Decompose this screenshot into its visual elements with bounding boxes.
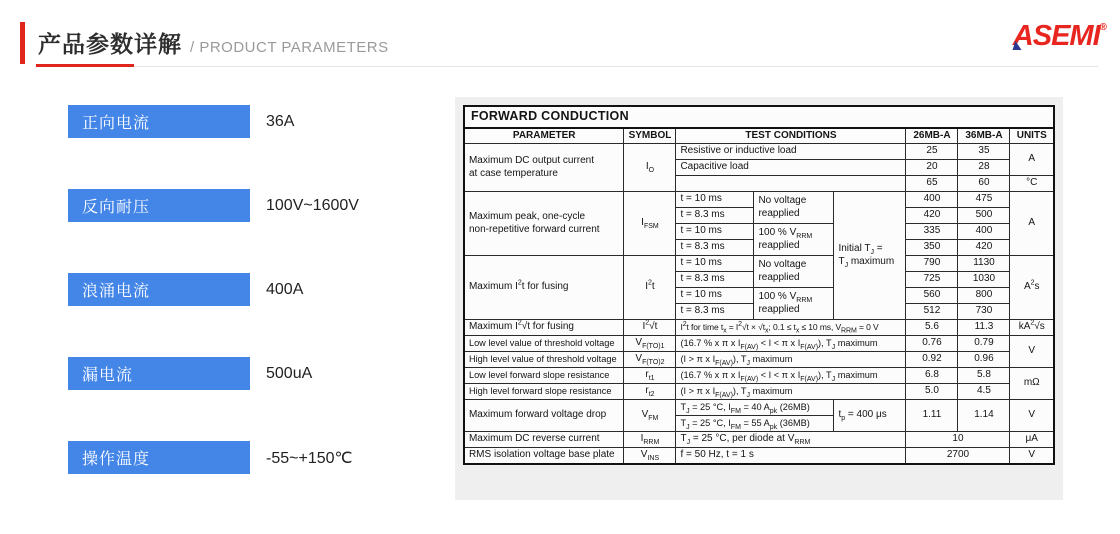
table-cell: $I_{RRM}$ <box>624 432 676 448</box>
table-cell: t = 8.3 ms <box>676 240 754 256</box>
table-cell: 10 <box>906 432 1010 448</box>
table-cell: 420 <box>958 240 1010 256</box>
table-cell: 0.96 <box>958 352 1010 368</box>
parameter-cell: Low level forward slope resistance <box>464 368 624 384</box>
table-cell: 2700 <box>906 448 1010 464</box>
table-cell: 35 <box>958 144 1010 160</box>
datasheet-panel <box>455 97 1063 500</box>
spec-value: 100V~1600V <box>266 196 359 214</box>
table-cell: 11.3 <box>958 320 1010 336</box>
table-cell: t = 10 ms <box>676 192 754 208</box>
column-header: PARAMETER <box>464 128 624 144</box>
table-cell: 420 <box>906 208 958 224</box>
table-cell: $r_{t1}$ <box>624 368 676 384</box>
table-cell: 790 <box>906 256 958 272</box>
table-cell: V <box>1010 400 1054 432</box>
title-underline-red <box>36 64 134 67</box>
table-cell: t = 8.3 ms <box>676 208 754 224</box>
table-cell: $I_O$ <box>624 144 676 192</box>
table-cell: t = 8.3 ms <box>676 304 754 320</box>
spec-list <box>68 105 359 525</box>
table-cell: $kA^2√s$ <box>1010 320 1054 336</box>
table-cell: 400 <box>958 224 1010 240</box>
table-cell: 0.76 <box>906 336 958 352</box>
table-cell: 100 % $V_{RRM}$ reapplied <box>754 288 834 320</box>
table-cell: 5.6 <box>906 320 958 336</box>
parameter-cell: Maximum forward voltage drop <box>464 400 624 432</box>
table-cell: No voltage reapplied <box>754 192 834 224</box>
parameter-cell: Maximum DC reverse current <box>464 432 624 448</box>
title-divider-line <box>36 66 1098 67</box>
spec-label-button-1[interactable]: 反向耐压 <box>68 189 250 222</box>
spec-value: 36A <box>266 112 295 130</box>
table-cell: 335 <box>906 224 958 240</box>
spec-row <box>68 189 359 222</box>
spec-row <box>68 357 359 390</box>
table-cell: f = 50 Hz, t = 1 s <box>676 448 906 464</box>
table-cell: 20 <box>906 160 958 176</box>
logo-registered-mark: ® <box>1099 22 1106 33</box>
table-cell: A <box>1010 192 1054 256</box>
table-cell: 1.14 <box>958 400 1010 432</box>
parameters-table <box>463 105 1055 465</box>
table-cell: 512 <box>906 304 958 320</box>
page-title-en: / PRODUCT PARAMETERS <box>190 39 389 56</box>
table-cell: 5.0 <box>906 384 958 400</box>
parameter-cell: Maximum $I^2t$ for fusing <box>464 256 624 320</box>
column-header: TEST CONDITIONS <box>676 128 906 144</box>
spec-label-button-2[interactable]: 浪涌电流 <box>68 273 250 306</box>
parameter-cell: High level value of threshold voltage <box>464 352 624 368</box>
table-cell: t = 10 ms <box>676 256 754 272</box>
parameters-table-body <box>464 106 1054 464</box>
table-cell: 60 <box>958 176 1010 192</box>
table-cell: A <box>1010 144 1054 176</box>
table-cell: 6.8 <box>906 368 958 384</box>
table-cell: Capacitive load <box>676 160 906 176</box>
table-cell: t = 10 ms <box>676 288 754 304</box>
title-accent-bar <box>20 22 25 64</box>
table-cell: $T_J = 25$ °C, $I_{FM} = 40$ $A_{pk}$ (26MB) <box>676 400 834 416</box>
table-cell: mΩ <box>1010 368 1054 400</box>
table-cell: 500 <box>958 208 1010 224</box>
spec-value: -55~+150℃ <box>266 449 353 467</box>
page-title <box>38 26 389 59</box>
page-title-zh: 产品参数详解 <box>38 31 182 57</box>
table-cell: t = 10 ms <box>676 224 754 240</box>
table-cell: 25 <box>906 144 958 160</box>
parameter-cell: High level forward slope resistance <box>464 384 624 400</box>
table-cell: 725 <box>906 272 958 288</box>
table-cell: 475 <box>958 192 1010 208</box>
table-cell: 560 <box>906 288 958 304</box>
table-cell: $I^2t$ <box>624 256 676 320</box>
table-cell: 28 <box>958 160 1010 176</box>
table-cell: $I_{FSM}$ <box>624 192 676 256</box>
table-cell: 400 <box>906 192 958 208</box>
parameter-cell: Maximum peak, one-cycle non-repetitive forward current <box>464 192 624 256</box>
table-cell: μA <box>1010 432 1054 448</box>
table-cell: $V_{F(TO)1}$ <box>624 336 676 352</box>
table-cell: (I > π x $I_{F(AV)}$), $T_J$ maximum <box>676 352 906 368</box>
table-cell: $T_J = 25$ °C, $I_{FM} = 55$ $A_{pk}$ (36MB) <box>676 416 834 432</box>
table-cell: $V_{INS}$ <box>624 448 676 464</box>
table-cell: (16.7 % x π x $I_{F(AV)} < I < \pi$ x $I_{F(AV)}$), $T_J$ maximum <box>676 368 906 384</box>
table-cell: °C <box>1010 176 1054 192</box>
table-cell: Resistive or inductive load <box>676 144 906 160</box>
table-cell: 1030 <box>958 272 1010 288</box>
column-header: 26MB-A <box>906 128 958 144</box>
spec-row <box>68 105 359 138</box>
table-cell: 800 <box>958 288 1010 304</box>
table-cell: $t_p = 400$ μs <box>834 400 906 432</box>
table-cell: $I^2t$ for time $t_x = I^2√t \times √t_x$; $0.1 \le t_x \le 10$ ms, $V_{RRM} = 0$ V <box>676 320 906 336</box>
table-cell: $V_{F(TO)2}$ <box>624 352 676 368</box>
asemi-logo <box>1013 20 1106 53</box>
table-cell: 4.5 <box>958 384 1010 400</box>
column-header: SYMBOL <box>624 128 676 144</box>
parameter-cell: Maximum $I^2√t$ for fusing <box>464 320 624 336</box>
spec-label-button-0[interactable]: 正向电流 <box>68 105 250 138</box>
table-cell: $V_{FM}$ <box>624 400 676 432</box>
table-cell: 5.8 <box>958 368 1010 384</box>
table-cell: t = 8.3 ms <box>676 272 754 288</box>
table-cell: 730 <box>958 304 1010 320</box>
table-cell <box>676 176 906 192</box>
table-cell: 0.92 <box>906 352 958 368</box>
table-cell: V <box>1010 448 1054 464</box>
table-cell: 100 % $V_{RRM}$ reapplied <box>754 224 834 256</box>
table-cell: 1130 <box>958 256 1010 272</box>
table-cell: (16.7 % x π x $I_{F(AV)} < I < \pi$ x $I_{F(AV)}$), $T_J$ maximum <box>676 336 906 352</box>
table-title: FORWARD CONDUCTION <box>464 106 1054 128</box>
table-cell: 65 <box>906 176 958 192</box>
table-cell: V <box>1010 336 1054 368</box>
logo-text: ASEMI <box>1012 20 1100 52</box>
table-cell: 350 <box>906 240 958 256</box>
table-cell: Initial $T_J$ = $T_J$ maximum <box>834 192 906 320</box>
parameter-cell: Low level value of threshold voltage <box>464 336 624 352</box>
spec-label-button-4[interactable]: 操作温度 <box>68 441 250 474</box>
column-header: UNITS <box>1010 128 1054 144</box>
table-cell: $r_{t2}$ <box>624 384 676 400</box>
spec-value: 400A <box>266 280 304 298</box>
parameter-cell: RMS isolation voltage base plate <box>464 448 624 464</box>
table-cell: $A^2s$ <box>1010 256 1054 320</box>
spec-value: 500uA <box>266 364 313 382</box>
column-header: 36MB-A <box>958 128 1010 144</box>
spec-row <box>68 441 359 474</box>
parameter-cell: Maximum DC output current at case temperature <box>464 144 624 192</box>
spec-row <box>68 273 359 306</box>
table-cell: 1.11 <box>906 400 958 432</box>
table-cell: 0.79 <box>958 336 1010 352</box>
table-cell: (I > π x $I_{F(AV)}$), $T_J$ maximum <box>676 384 906 400</box>
table-cell: $I^2√t$ <box>624 320 676 336</box>
spec-label-button-3[interactable]: 漏电流 <box>68 357 250 390</box>
table-cell: No voltage reapplied <box>754 256 834 288</box>
table-cell: $T_J = 25$ °C, per diode at $V_{RRM}$ <box>676 432 906 448</box>
